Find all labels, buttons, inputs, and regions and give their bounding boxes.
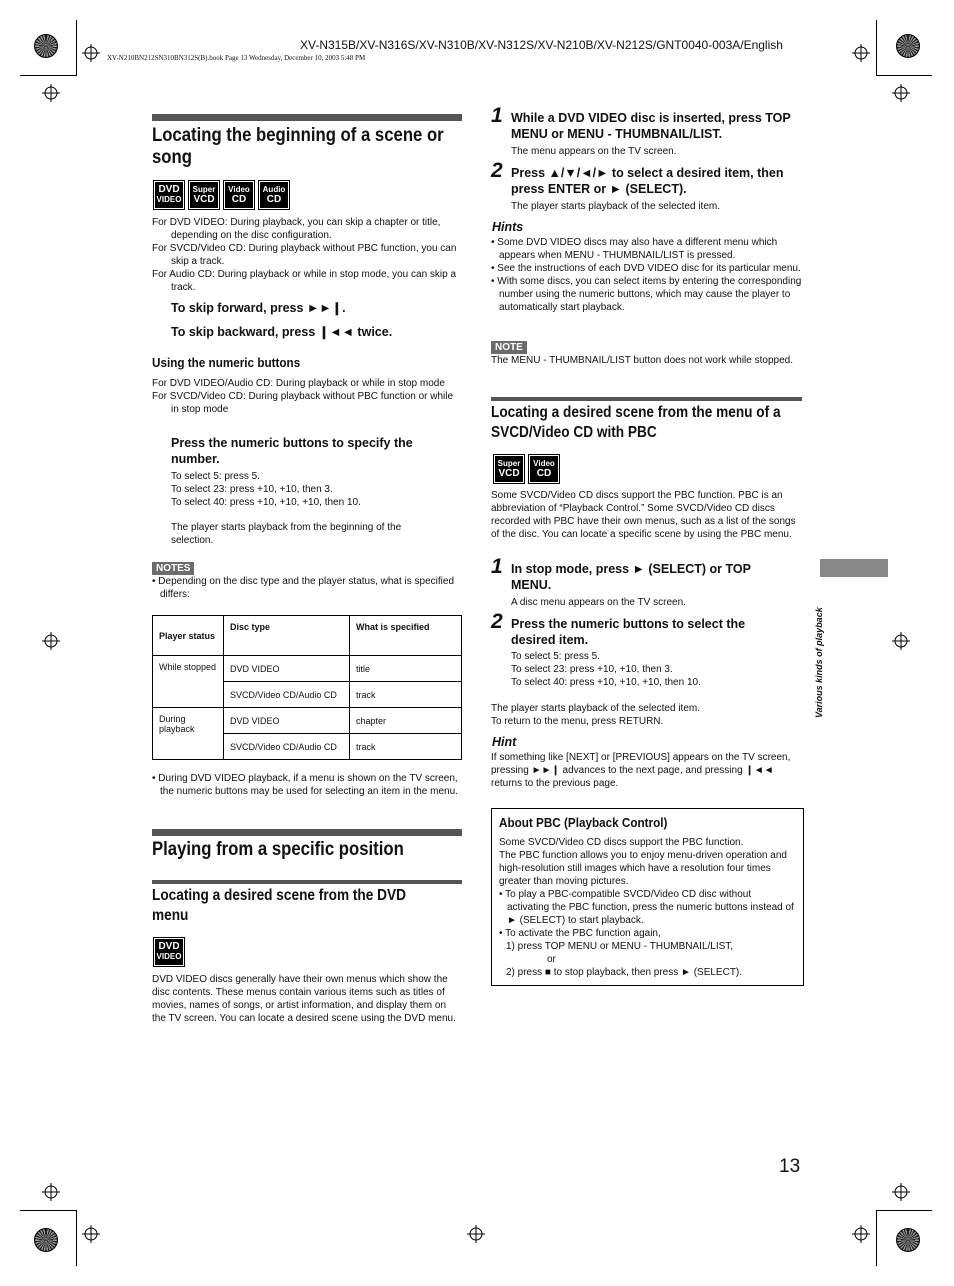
registration-mark-icon (42, 632, 60, 650)
note-text: • Depending on the disc type and the player status, what is specified differs: (152, 576, 455, 600)
color-calibration-mark-tr (896, 34, 920, 58)
super-vcd-logo (493, 454, 525, 484)
specification-table (152, 615, 462, 760)
table-row (153, 656, 462, 682)
skip-backward-instruction: To skip backward, press ❙◄◄ twice. (171, 325, 393, 339)
numeric-examples (171, 470, 461, 509)
table-header-spec: What is specified (350, 616, 462, 656)
about-pbc-heading: About PBC (Playback Control) (499, 815, 668, 830)
table-cell-disc: DVD VIDEO (224, 656, 350, 682)
title-line: Locating the beginning of a scene or (152, 125, 444, 146)
about-or: or (547, 954, 556, 965)
note-body: During DVD VIDEO playback, if a menu is shown on the TV screen, the numeric buttons may be used for selecting an item in the menu. (158, 773, 458, 797)
logo-text: Video (533, 459, 555, 468)
super-vcd-logo (188, 180, 220, 210)
numeric-intro-line: For SVCD/Video CD: During playback without PBC function or while in stop mode (152, 391, 454, 415)
about-option: 1) press TOP MENU or MENU - THUMBNAIL/LIST, (506, 941, 734, 952)
step-number: 2 (491, 159, 503, 182)
about-bullet: • To play a PBC-compatible SVCD/Video CD disc without activating the PBC function, press the numeric buttons instead of ► (SELECT) to start playback. (499, 889, 794, 926)
dvd-menu-description: DVD VIDEO discs generally have their own menus which show the disc contents. These menus contain various items such as titles of movies, names of songs, or artist information, and display them on the TV screen. You can locate a desired scene using the DVD menu. (152, 974, 456, 1024)
subsection-title-pbc-menu: Locating a desired scene from the menu of a SVCD/Video CD with PBC (491, 404, 781, 441)
hints-heading: Hints (492, 220, 524, 234)
section-title-playing-specific: Playing from a specific position (152, 839, 404, 860)
video-cd-logo (223, 180, 255, 210)
example-line: To select 40: press +10, +10, +10, then 10. (511, 677, 701, 688)
title-line: song (152, 147, 192, 168)
header-model-list: XV-N315B/XV-N316S/XV-N310B/XV-N312S/XV-N210B/XV-N212S/GNT0040-003A/English (300, 38, 783, 52)
section-rule (491, 397, 802, 401)
crop-line (20, 75, 76, 76)
dvd-video-logo (153, 937, 185, 967)
color-calibration-mark-tl (34, 34, 58, 58)
after-line: The player starts playback of the selected item. (491, 703, 700, 714)
intro-line: For SVCD/Video CD: During playback without PBC function, you can skip a track. (152, 243, 457, 267)
intro-line: For DVD VIDEO: During playback, you can skip a chapter or title, depending on the disc configuration. (152, 217, 441, 241)
logo-text: Video (228, 185, 250, 194)
note-label: NOTE (491, 341, 527, 354)
skip-forward-instruction: To skip forward, press ►►❙. (171, 301, 346, 315)
table-cell-spec: track (350, 734, 462, 760)
about-line: The PBC function allows you to enjoy menu-driven operation and high-resolution still images which have a resolution four times greater than moving pictures. (499, 850, 787, 887)
registration-mark-icon (42, 84, 60, 102)
crop-line (876, 20, 877, 76)
step-2-result: The player starts playback of the selected item. (511, 201, 720, 212)
step-number: 1 (491, 555, 503, 578)
hint-text: With some discs, you can select items by entering the corresponding number using the numeric buttons, which may cause the player to automatically start playback. (497, 276, 802, 313)
numeric-intro-line: For DVD VIDEO/Audio CD: During playback or while in stop mode (152, 378, 445, 389)
logo-text: CD (231, 194, 247, 205)
section-title-locating-beginning (152, 125, 462, 169)
step-1-result: The menu appears on the TV screen. (511, 146, 677, 157)
crop-line (876, 75, 932, 76)
about-line: Some SVCD/Video CD discs support the PBC function. (499, 837, 744, 848)
logo-text: DVD (158, 184, 180, 195)
logo-text: DVD (158, 941, 180, 952)
pbc-step-2-instruction: Press the numeric buttons to select the desired item. (511, 617, 746, 647)
section-rule (152, 880, 462, 884)
note-text: • During DVD VIDEO playback, if a menu is shown on the TV screen, the numeric buttons may be used for selecting an item in the menu. (152, 773, 458, 797)
color-calibration-mark-bl (34, 1228, 58, 1252)
hint-heading: Hint (492, 735, 517, 749)
table-cell-disc: DVD VIDEO (224, 708, 350, 734)
page-number: 13 (779, 1156, 801, 1177)
table-cell-disc: SVCD/Video CD/Audio CD (224, 734, 350, 760)
audio-cd-logo (258, 180, 290, 210)
notes-label: NOTES (152, 562, 194, 575)
registration-mark-icon (892, 1183, 910, 1201)
step-number: 1 (491, 104, 503, 127)
notes-badge (152, 558, 194, 576)
table-header-status: Player status (153, 616, 224, 656)
chapter-tab (820, 559, 888, 577)
example-line: To select 23: press +10, +10, then 3. (171, 484, 333, 495)
crop-line (76, 1210, 77, 1266)
about-pbc-body (499, 836, 795, 979)
example-line: To select 5: press 5. (511, 651, 600, 662)
registration-mark-icon (852, 44, 870, 62)
logo-text: CD (536, 468, 552, 479)
section-rule (152, 114, 462, 121)
about-bullet-text: To play a PBC-compatible SVCD/Video CD disc without activating the PBC function, press the numeric buttons instead of ► (SELECT) to start playback. (505, 889, 794, 926)
logo-text: VCD (498, 468, 520, 479)
table-row (153, 708, 462, 734)
pbc-examples (511, 650, 796, 689)
logo-text: CD (266, 194, 282, 205)
note-item (152, 772, 462, 798)
numeric-result: The player starts playback from the beginning of the selection. (171, 522, 402, 546)
hint-text: See the instructions of each DVD VIDEO disc for its particular menu. (497, 263, 801, 274)
crop-line (76, 20, 77, 76)
press-numeric-instruction: Press the numeric buttons to specify the number. (171, 436, 413, 466)
about-bullet-text: To activate the PBC function again, (505, 928, 661, 939)
crop-line (20, 1210, 76, 1211)
registration-mark-icon (82, 1225, 100, 1243)
registration-mark-icon (892, 84, 910, 102)
video-cd-logo (528, 454, 560, 484)
numeric-intro (152, 377, 462, 416)
step-1-instruction: While a DVD VIDEO disc is inserted, press TOP MENU or MENU - THUMBNAIL/LIST. (511, 111, 791, 141)
about-option: 2) press ■ to stop playback, then press ► (SELECT). (506, 967, 743, 978)
registration-mark-icon (892, 632, 910, 650)
crop-line (876, 1210, 877, 1266)
hint-text: If something like [NEXT] or [PREVIOUS] appears on the TV screen, pressing ►►❙ advances to the next page, and pressing ❙◄◄ returns to the previous page. (491, 752, 791, 789)
dvd-video-logo (153, 180, 185, 210)
table-cell-status: During playback (153, 708, 224, 760)
registration-mark-icon (82, 44, 100, 62)
hint-item: • See the instructions of each DVD VIDEO disc for its particular menu. (491, 263, 801, 274)
hint-item: • Some DVD VIDEO discs may also have a different menu which appears when MENU - THUMBNAIL/LIST is pressed. (491, 237, 778, 261)
hints-list (491, 236, 802, 314)
pbc-step-1-instruction: In stop mode, press ► (SELECT) or TOP MENU. (511, 562, 751, 592)
example-line: To select 23: press +10, +10, then 3. (511, 664, 673, 675)
logo-text: VIDEO (156, 195, 182, 204)
chapter-side-label (814, 588, 834, 718)
logo-text: Audio (262, 185, 286, 194)
intro-line: For Audio CD: During playback or while in stop mode, you can skip a track. (152, 269, 457, 293)
example-line: To select 5: press 5. (171, 471, 260, 482)
crop-line (876, 1210, 932, 1211)
header-book-info: XV-N210BN212SN310BN312S(B).book Page 13 Wednesday, December 10, 2003 5:48 PM (107, 54, 366, 62)
table-cell-spec: chapter (350, 708, 462, 734)
hint-item: • With some discs, you can select items by entering the corresponding number using the numeric buttons, which may cause the player to automatically start playback. (491, 276, 802, 313)
table-cell-spec: title (350, 656, 462, 682)
pbc-after-text (491, 702, 802, 728)
logo-text: VIDEO (156, 952, 182, 961)
table-header-disc: Disc type (224, 616, 350, 656)
pbc-description: Some SVCD/Video CD discs support the PBC function. PBC is an abbreviation of “Playback Control.” Some SVCD/Video CD discs recorded with PBC have their own menus, such as a list of the songs of the disc. You can locate a specific scene by using the PBC menu. (491, 490, 796, 540)
numeric-buttons-heading: Using the numeric buttons (152, 355, 301, 370)
logo-text: Super (192, 185, 216, 194)
table-cell-disc: SVCD/Video CD/Audio CD (224, 682, 350, 708)
note-badge (491, 337, 527, 355)
section-rule (152, 829, 462, 836)
after-line: To return to the menu, press RETURN. (491, 716, 664, 727)
logo-text: VCD (193, 194, 215, 205)
note-text: The MENU - THUMBNAIL/LIST button does not work while stopped. (491, 355, 793, 366)
intro-paragraphs (152, 216, 462, 294)
registration-mark-icon (852, 1225, 870, 1243)
registration-mark-icon (467, 1225, 485, 1243)
about-bullet: • To activate the PBC function again, (499, 928, 661, 939)
chapter-side-text: Various kinds of playback (814, 607, 824, 718)
note-body: Depending on the disc type and the player status, what is specified differs: (158, 576, 455, 600)
step-2-instruction: Press ▲/▼/◄/► to select a desired item, then press ENTER or ► (SELECT). (511, 166, 784, 196)
hint-text: Some DVD VIDEO discs may also have a different menu which appears when MENU - THUMBNAIL/LIST is pressed. (497, 237, 778, 261)
color-calibration-mark-br (896, 1228, 920, 1252)
pbc-step-1-result: A disc menu appears on the TV screen. (511, 597, 686, 608)
subsection-title-dvd-menu: Locating a desired scene from the DVD menu (152, 887, 406, 924)
note-item (152, 575, 462, 601)
step-number: 2 (491, 610, 503, 633)
table-cell-spec: track (350, 682, 462, 708)
logo-text: Super (497, 459, 521, 468)
table-cell-status: While stopped (153, 656, 224, 708)
registration-mark-icon (42, 1183, 60, 1201)
example-line: To select 40: press +10, +10, +10, then 10. (171, 497, 361, 508)
